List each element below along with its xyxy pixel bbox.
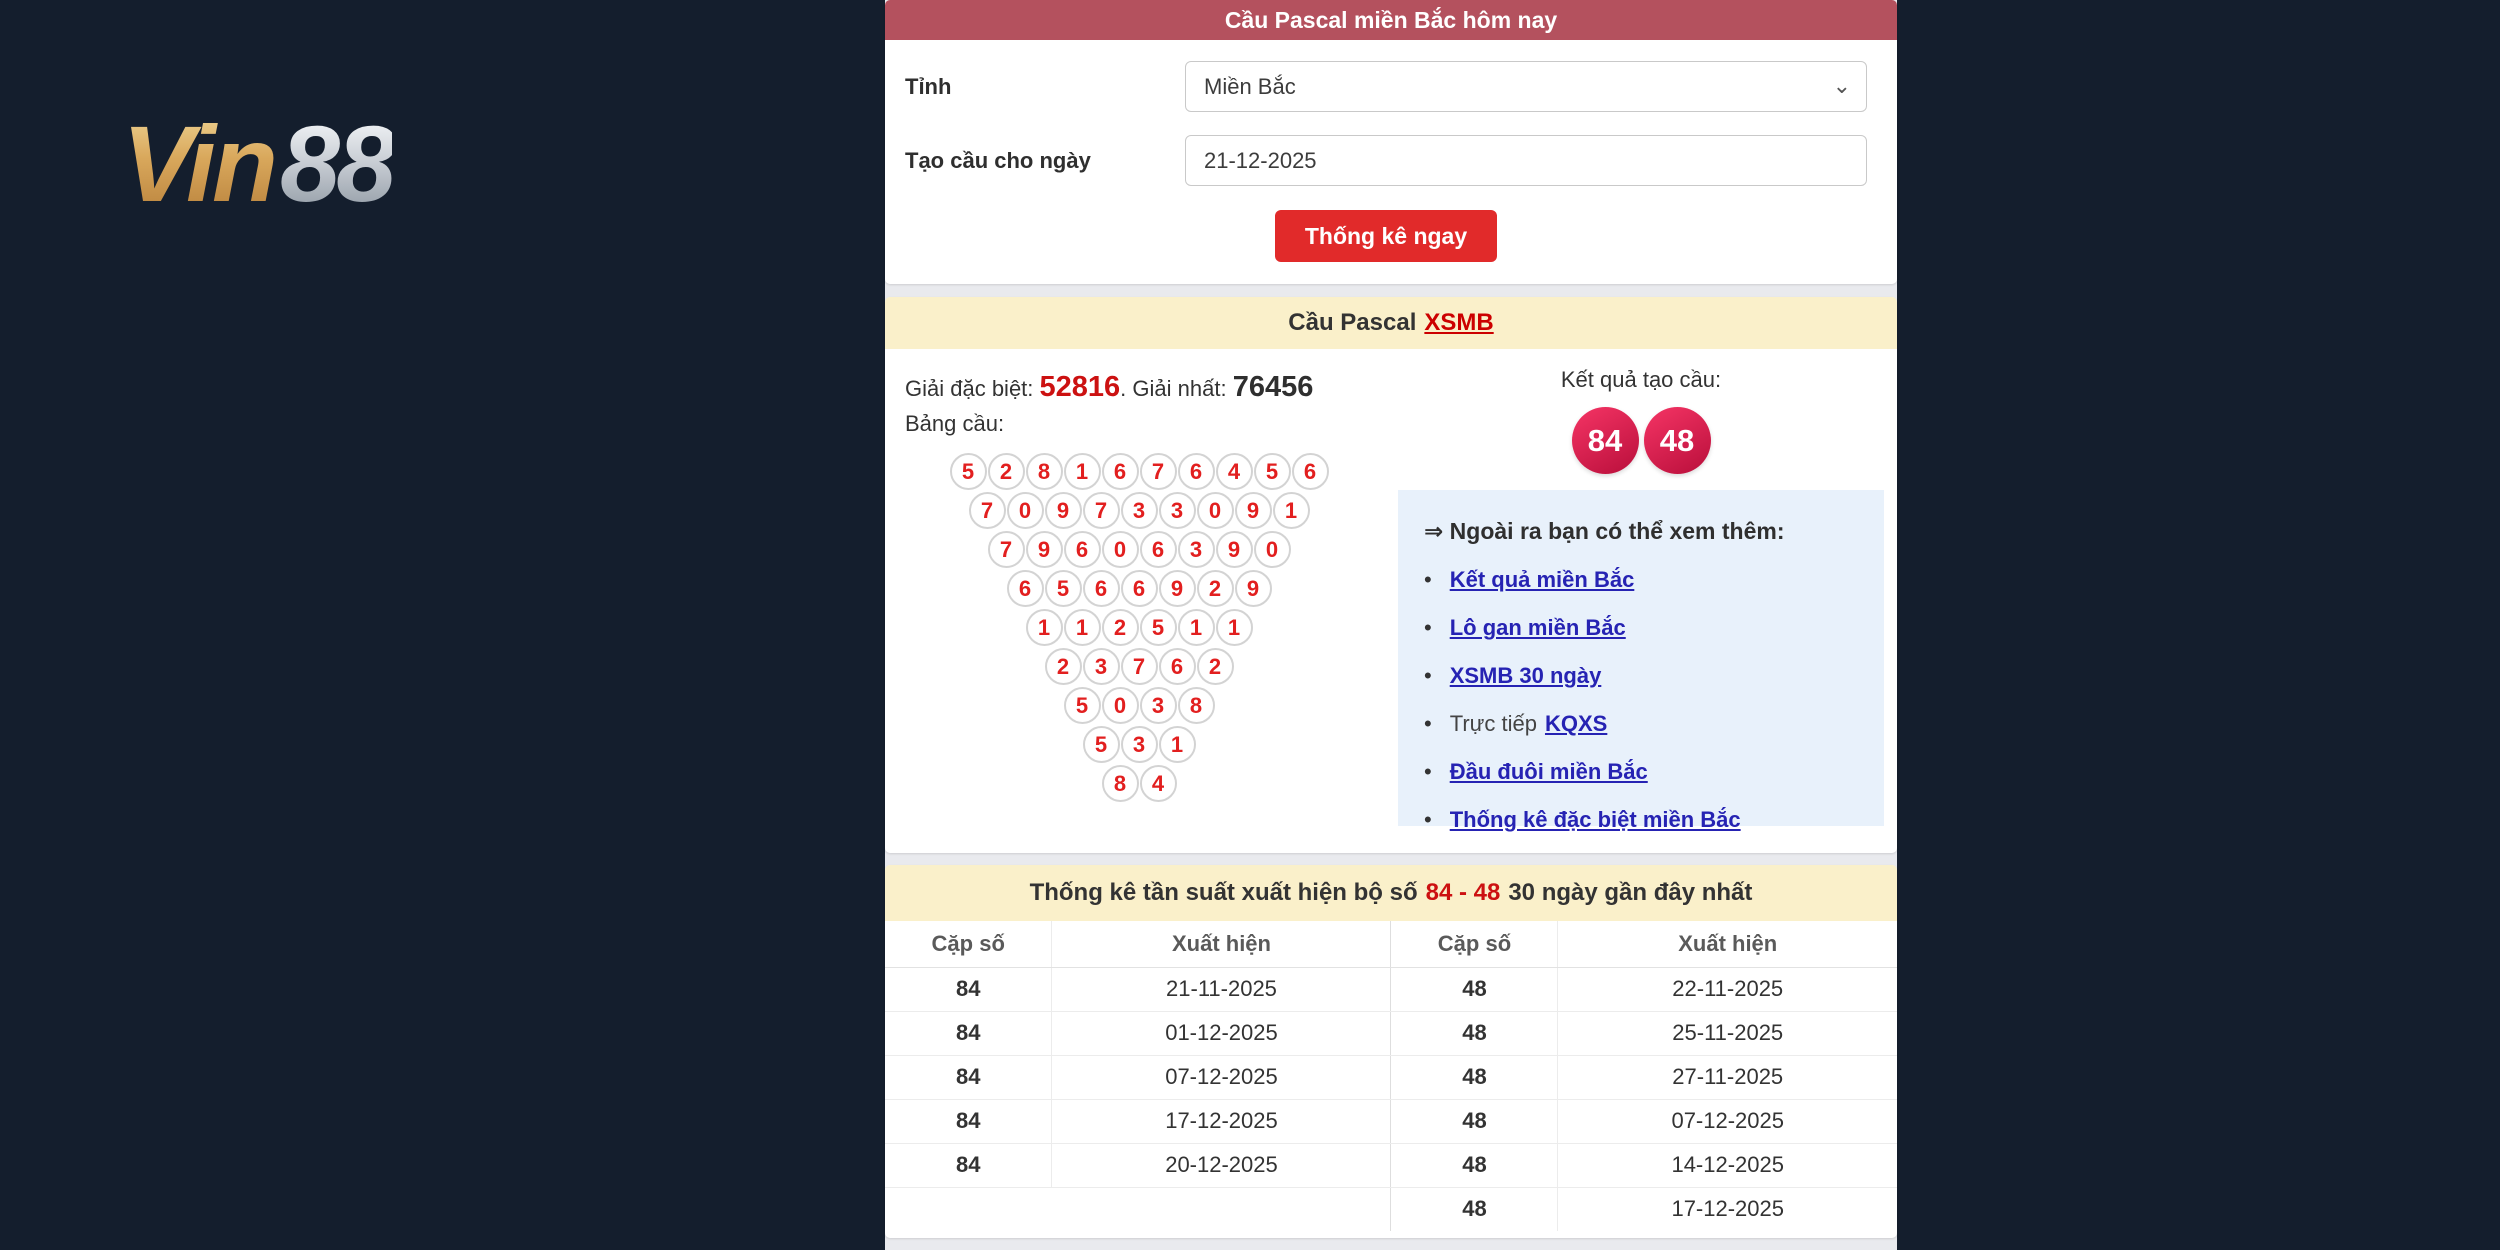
pascal-cell: 0 xyxy=(1254,531,1291,568)
bullet-icon: • xyxy=(1424,759,1432,784)
pair-number-cell: 84 xyxy=(885,1099,1052,1143)
pascal-cell: 5 xyxy=(1083,726,1120,763)
pascal-cell: 5 xyxy=(1254,453,1291,490)
region-select[interactable] xyxy=(1185,61,1867,112)
frequency-table-header-row xyxy=(885,921,1897,967)
pascal-cell: 4 xyxy=(1140,765,1177,802)
table-row xyxy=(885,1011,1897,1055)
pascal-cell: 6 xyxy=(1159,648,1196,685)
table-row xyxy=(885,967,1897,1011)
pascal-cell: 7 xyxy=(1140,453,1177,490)
region-row xyxy=(905,61,1867,112)
pascal-cell: 6 xyxy=(1121,570,1158,607)
pascal-cell: 1 xyxy=(1178,609,1215,646)
pascal-cell: 6 xyxy=(1102,453,1139,490)
see-more-link[interactable]: Đầu đuôi miền Bắc xyxy=(1449,759,1648,784)
form-body xyxy=(885,40,1897,262)
pascal-panel-title xyxy=(885,297,1897,349)
see-more-item xyxy=(1424,615,1858,641)
pascal-cell: 2 xyxy=(1197,570,1234,607)
pascal-cell: 2 xyxy=(1102,609,1139,646)
pascal-cell: 3 xyxy=(1121,726,1158,763)
region-select-wrap xyxy=(1185,61,1867,112)
pascal-cell: 2 xyxy=(988,453,1025,490)
pascal-result-panel xyxy=(885,297,1897,853)
pascal-triangle-row xyxy=(885,687,1393,724)
form-panel-title: Cầu Pascal miền Bắc hôm nay xyxy=(885,0,1897,40)
pascal-cell: 9 xyxy=(1159,570,1196,607)
see-more-prefix: Trực tiếp xyxy=(1449,711,1537,736)
pair-number-cell: 48 xyxy=(1391,1187,1558,1231)
frequency-panel xyxy=(885,865,1897,1238)
pair-number-cell: 84 xyxy=(885,1055,1052,1099)
pascal-triangle-row xyxy=(885,453,1393,490)
pascal-cell: 7 xyxy=(988,531,1025,568)
column-header-date-2: Xuất hiện xyxy=(1558,921,1897,967)
date-cell: 17-12-2025 xyxy=(1052,1099,1391,1143)
date-cell: 07-12-2025 xyxy=(1558,1099,1897,1143)
freq-title-prefix: Thống kê tần suất xuất hiện bộ số xyxy=(1029,879,1418,906)
date-input[interactable] xyxy=(1185,135,1867,186)
region-label: Tỉnh xyxy=(905,73,952,99)
date-cell: 20-12-2025 xyxy=(1052,1143,1391,1187)
pascal-cell: 5 xyxy=(950,453,987,490)
bullet-icon: • xyxy=(1424,711,1432,736)
pascal-cell: 3 xyxy=(1140,687,1177,724)
see-more-item xyxy=(1424,807,1858,833)
bullet-icon: • xyxy=(1424,807,1432,832)
pascal-cell: 7 xyxy=(969,492,1006,529)
empty-cell xyxy=(885,1187,1391,1231)
pascal-cell: 5 xyxy=(1045,570,1082,607)
date-cell: 22-11-2025 xyxy=(1558,967,1897,1011)
pascal-cell: 0 xyxy=(1007,492,1044,529)
pascal-triangle-row xyxy=(885,492,1393,529)
pascal-cell: 2 xyxy=(1045,648,1082,685)
pair-number-cell: 48 xyxy=(1391,1055,1558,1099)
date-cell: 07-12-2025 xyxy=(1052,1055,1391,1099)
date-cell: 17-12-2025 xyxy=(1558,1187,1897,1231)
first-prize-value: 76456 xyxy=(1232,371,1314,403)
main-content-column xyxy=(885,0,1897,1250)
see-more-link[interactable]: XSMB 30 ngày xyxy=(1449,663,1602,688)
pascal-cell: 1 xyxy=(1216,609,1253,646)
table-row xyxy=(885,1143,1897,1187)
result-circles xyxy=(1398,407,1884,474)
pascal-triangle-row xyxy=(885,648,1393,685)
date-input-wrap xyxy=(1185,135,1867,186)
result-number-badge: 48 xyxy=(1644,407,1711,474)
see-more-link[interactable]: Lô gan miền Bắc xyxy=(1449,615,1626,640)
pascal-cell: 3 xyxy=(1178,531,1215,568)
frequency-table xyxy=(885,921,1897,1231)
pascal-triangle-row xyxy=(885,726,1393,763)
see-more-item xyxy=(1424,711,1858,737)
pascal-cell: 9 xyxy=(1026,531,1063,568)
chevron-down-icon: ⌄ xyxy=(1832,73,1851,98)
xsmb-link[interactable]: XSMB xyxy=(1424,309,1494,336)
pascal-cell: 7 xyxy=(1121,648,1158,685)
date-cell: 27-11-2025 xyxy=(1558,1055,1897,1099)
pascal-cell: 9 xyxy=(1235,492,1272,529)
see-more-item xyxy=(1424,567,1858,593)
pair-number-cell: 84 xyxy=(885,1143,1052,1187)
first-prize-label: . Giải nhất: xyxy=(1120,376,1233,401)
special-prize-value: 52816 xyxy=(1039,371,1121,403)
pascal-triangle-row xyxy=(885,531,1393,568)
special-prize-label: Giải đặc biệt: xyxy=(905,376,1040,401)
pair-number-cell: 48 xyxy=(1391,1099,1558,1143)
pair-number-cell: 48 xyxy=(1391,1143,1558,1187)
prize-line xyxy=(905,371,1313,404)
see-more-item xyxy=(1424,759,1858,785)
pascal-cell: 6 xyxy=(1083,570,1120,607)
see-more-item xyxy=(1424,663,1858,689)
pascal-cell: 0 xyxy=(1102,687,1139,724)
pascal-cell: 1 xyxy=(1273,492,1310,529)
pascal-cell: 9 xyxy=(1216,531,1253,568)
pascal-cell: 5 xyxy=(1140,609,1177,646)
table-row xyxy=(885,1187,1897,1231)
freq-title-pair: 84 - 48 xyxy=(1425,879,1501,906)
table-row xyxy=(885,1055,1897,1099)
bullet-icon: • xyxy=(1424,615,1432,640)
pair-number-cell: 84 xyxy=(885,1011,1052,1055)
see-more-link[interactable]: KQXS xyxy=(1544,711,1608,736)
pascal-form-panel xyxy=(885,0,1897,284)
pascal-cell: 6 xyxy=(1292,453,1329,490)
date-cell: 01-12-2025 xyxy=(1052,1011,1391,1055)
pascal-triangle xyxy=(885,453,1393,804)
pascal-cell: 6 xyxy=(1064,531,1101,568)
bridge-table-label: Bảng cầu: xyxy=(905,411,1005,436)
vin88-logo[interactable] xyxy=(122,103,393,224)
logo-text-88: 88 xyxy=(280,103,393,224)
pascal-right-column xyxy=(1398,367,1884,832)
date-cell: 21-11-2025 xyxy=(1052,967,1391,1011)
pascal-triangle-row xyxy=(885,570,1393,607)
see-more-list xyxy=(1424,567,1858,833)
pascal-cell: 3 xyxy=(1083,648,1120,685)
date-row xyxy=(905,135,1867,186)
pascal-cell: 8 xyxy=(1026,453,1063,490)
see-more-link[interactable]: Kết quả miền Bắc xyxy=(1449,567,1635,592)
pascal-triangle-row xyxy=(885,765,1393,802)
pair-number-cell: 48 xyxy=(1391,967,1558,1011)
pascal-cell: 7 xyxy=(1083,492,1120,529)
column-header-date-1: Xuất hiện xyxy=(1052,921,1391,967)
pascal-body xyxy=(885,349,1897,853)
pascal-cell: 9 xyxy=(1045,492,1082,529)
pascal-triangle-row xyxy=(885,609,1393,646)
pascal-cell: 4 xyxy=(1216,453,1253,490)
date-cell: 14-12-2025 xyxy=(1558,1143,1897,1187)
result-label: Kết quả tạo cầu: xyxy=(1560,367,1722,392)
bullet-icon: • xyxy=(1424,663,1432,688)
pair-number-cell: 84 xyxy=(885,967,1052,1011)
pascal-title-text: Cầu Pascal xyxy=(1288,309,1417,336)
result-number-badge: 84 xyxy=(1572,407,1639,474)
pascal-cell: 9 xyxy=(1235,570,1272,607)
pascal-cell: 8 xyxy=(1178,687,1215,724)
pascal-cell: 1 xyxy=(1159,726,1196,763)
pascal-cell: 3 xyxy=(1121,492,1158,529)
column-header-pair-1: Cặp số xyxy=(885,921,1052,967)
see-more-link[interactable]: Thống kê đặc biệt miền Bắc xyxy=(1449,807,1741,832)
pascal-cell: 1 xyxy=(1064,453,1101,490)
frequency-panel-title xyxy=(885,865,1897,921)
pascal-cell: 1 xyxy=(1064,609,1101,646)
pascal-cell: 2 xyxy=(1197,648,1234,685)
logo-text-vin: Vin xyxy=(122,103,280,224)
see-more-heading: ⇒ Ngoài ra bạn có thể xem thêm: xyxy=(1424,518,1785,544)
statistics-button[interactable]: Thống kê ngay xyxy=(1275,210,1497,262)
freq-title-suffix: 30 ngày gần đây nhất xyxy=(1508,879,1753,906)
pascal-cell: 1 xyxy=(1026,609,1063,646)
date-label: Tạo cầu cho ngày xyxy=(905,147,1091,173)
table-row xyxy=(885,1099,1897,1143)
date-cell: 25-11-2025 xyxy=(1558,1011,1897,1055)
pascal-cell: 6 xyxy=(1178,453,1215,490)
pascal-cell: 0 xyxy=(1197,492,1234,529)
pascal-cell: 3 xyxy=(1159,492,1196,529)
pascal-cell: 5 xyxy=(1064,687,1101,724)
bullet-icon: • xyxy=(1424,567,1432,592)
see-more-box xyxy=(1398,490,1884,832)
pascal-cell: 6 xyxy=(1007,570,1044,607)
pascal-cell: 6 xyxy=(1140,531,1177,568)
pascal-cell: 0 xyxy=(1102,531,1139,568)
pair-number-cell: 48 xyxy=(1391,1011,1558,1055)
pascal-cell: 8 xyxy=(1102,765,1139,802)
column-header-pair-2: Cặp số xyxy=(1391,921,1558,967)
